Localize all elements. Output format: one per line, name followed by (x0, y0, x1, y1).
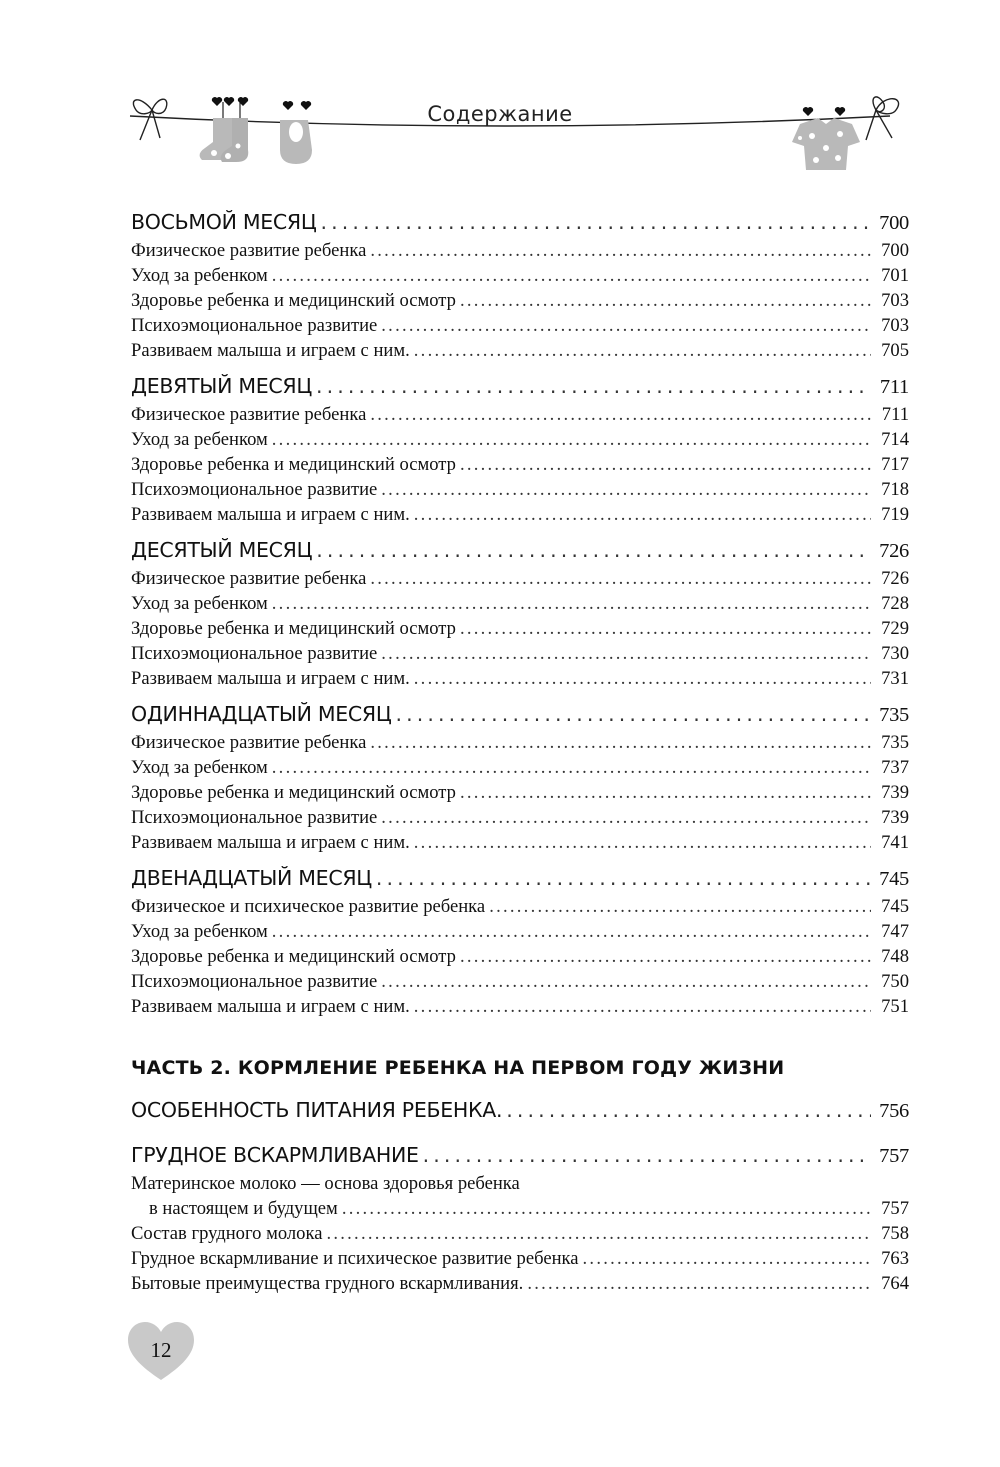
toc-entry[interactable] (131, 1221, 909, 1246)
toc-entry-title: Здоровье ребенка и медицинский осмотр (131, 290, 456, 311)
toc-page-number: 735 (881, 732, 909, 753)
toc-entry-title: Развиваем малыша и играем с ним. (131, 996, 410, 1017)
dot-leader (370, 402, 871, 427)
toc-entry[interactable] (131, 894, 909, 919)
running-header-title: Содержание (427, 102, 573, 126)
dot-leader (489, 894, 871, 919)
toc-heading-title: ДЕВЯТЫЙ МЕСЯЦ (131, 374, 312, 398)
toc-section-breastfeeding (131, 1140, 909, 1296)
dot-leader (527, 1271, 871, 1296)
page-number: 12 (150, 1338, 172, 1362)
toc-entry[interactable] (131, 591, 909, 616)
toc-section-nutrition (131, 1095, 909, 1126)
toc-heading-title: ОДИННАДЦАТЫЙ МЕСЯЦ (131, 702, 392, 726)
part-title: ЧАСТЬ 2. КОРМЛЕНИЕ РЕБЕНКА НА ПЕРВОМ ГОДУ ЖИЗНИ (131, 1057, 785, 1079)
toc-entry-title: Уход за ребенком (131, 921, 268, 942)
toc-heading-title: ВОСЬМОЙ МЕСЯЦ (131, 210, 317, 234)
toc-entry[interactable] (131, 994, 909, 1019)
clothesline-decoration (0, 0, 1000, 190)
toc-page-number: 735 (879, 704, 909, 726)
toc-page-number: 701 (881, 265, 909, 286)
toc-entry[interactable] (131, 502, 909, 527)
dot-leader (381, 477, 871, 502)
dot-leader (423, 1140, 871, 1170)
dot-leader (272, 755, 871, 780)
toc-heading-title: ДЕСЯТЫЙ МЕСЯЦ (131, 538, 313, 562)
toc-entry-title: Развиваем малыша и играем с ним. (131, 340, 410, 361)
toc-heading-title: ОСОБЕННОСТЬ ПИТАНИЯ РЕБЕНКА. (131, 1098, 503, 1122)
toc-page-number: 719 (881, 504, 909, 525)
dot-leader (316, 371, 871, 401)
toc-page-number: 726 (881, 568, 909, 589)
dot-leader (376, 863, 871, 893)
toc-page-number: 705 (881, 340, 909, 361)
toc-page-number: 717 (881, 454, 909, 475)
toc-entry-title: Здоровье ребенка и медицинский осмотр (131, 946, 456, 967)
toc-entry-title: Состав грудного молока (131, 1223, 323, 1244)
page-number-badge (128, 1322, 194, 1382)
toc-entry[interactable] (131, 780, 909, 805)
dot-leader (506, 1095, 871, 1125)
dot-leader (381, 641, 871, 666)
dot-leader (414, 338, 871, 363)
dot-leader (381, 313, 871, 338)
page-header (0, 0, 1000, 190)
toc-page-number: 718 (881, 479, 909, 500)
toc-heading[interactable] (131, 863, 909, 894)
toc-entry-title: Уход за ребенком (131, 429, 268, 450)
toc-entry[interactable] (131, 402, 909, 427)
toc-entry[interactable] (131, 919, 909, 944)
toc-entry[interactable] (131, 755, 909, 780)
toc-page-number: 748 (881, 946, 909, 967)
toc-page-number: 730 (881, 643, 909, 664)
toc-page-number: 757 (879, 1145, 909, 1167)
toc-entry-title-line2: в настоящем и будущем (149, 1198, 338, 1219)
toc-page-number: 763 (881, 1248, 909, 1269)
toc-entry-title: Психоэмоциональное развитие (131, 643, 378, 664)
toc-entry[interactable] (131, 730, 909, 755)
toc-entry[interactable] (131, 616, 909, 641)
toc-section-eleventh-month (131, 699, 909, 855)
toc-entry[interactable] (131, 805, 909, 830)
toc-heading-title: ГРУДНОЕ ВСКАРМЛИВАНИЕ (131, 1143, 419, 1167)
dot-leader (414, 666, 871, 691)
toc-page-number: 739 (881, 807, 909, 828)
dot-leader (583, 1246, 871, 1271)
toc-entry[interactable] (131, 969, 909, 994)
toc-entry-continuation (131, 1196, 909, 1221)
toc-heading[interactable] (131, 535, 909, 566)
toc-entry[interactable] (131, 338, 909, 363)
dot-leader (320, 207, 871, 237)
dot-leader (414, 502, 871, 527)
dot-leader (370, 730, 871, 755)
dot-leader (326, 1221, 871, 1246)
toc-entry-title: Психоэмоциональное развитие (131, 971, 378, 992)
dot-leader (370, 238, 871, 263)
dot-leader (272, 263, 871, 288)
toc-page-number: 700 (881, 240, 909, 261)
toc-entry-title: Уход за ребенком (131, 593, 268, 614)
toc-page-number: 726 (879, 540, 909, 562)
toc-entry[interactable] (131, 944, 909, 969)
dot-leader (395, 699, 871, 729)
dot-leader (381, 969, 871, 994)
toc-entry-title: Уход за ребенком (131, 265, 268, 286)
toc-page-number: 751 (881, 996, 909, 1017)
toc-entry-title: Физическое развитие ребенка (131, 732, 367, 753)
toc-entry-title: Психоэмоциональное развитие (131, 807, 378, 828)
toc-page-number: 731 (881, 668, 909, 689)
toc-entry-title: Психоэмоциональное развитие (131, 315, 378, 336)
toc-heading[interactable] (131, 207, 909, 238)
toc-entry[interactable] (131, 830, 909, 855)
toc-entry-title: Бытовые преимущества грудного вскармливания. (131, 1273, 524, 1294)
toc-entry[interactable] (131, 288, 909, 313)
toc-page-number: 764 (881, 1273, 909, 1294)
toc-entry[interactable] (131, 452, 909, 477)
dot-leader (460, 452, 871, 477)
toc-entry-title: Развиваем малыша и играем с ним. (131, 668, 410, 689)
toc-entry-title: Грудное вскармливание и психическое развитие ребенка (131, 1248, 579, 1269)
toc-page-number: 711 (881, 404, 909, 425)
table-of-contents (131, 203, 909, 1296)
dot-leader (381, 805, 871, 830)
toc-entry[interactable] (131, 263, 909, 288)
toc-entry-multiline[interactable] (131, 1171, 909, 1221)
toc-entry[interactable] (131, 666, 909, 691)
toc-heading[interactable] (131, 1140, 909, 1171)
toc-page-number: 750 (881, 971, 909, 992)
toc-heading[interactable] (131, 699, 909, 730)
toc-section-tenth-month (131, 535, 909, 691)
toc-page-number: 756 (879, 1100, 909, 1122)
dot-leader (272, 919, 871, 944)
toc-heading[interactable] (131, 371, 909, 402)
toc-heading-title: ДВЕНАДЦАТЫЙ МЕСЯЦ (131, 866, 372, 890)
toc-page-number: 714 (881, 429, 909, 450)
toc-page-number: 711 (879, 376, 909, 398)
toc-page-number: 747 (881, 921, 909, 942)
toc-entry-title: Здоровье ребенка и медицинский осмотр (131, 618, 456, 639)
dot-leader (272, 427, 871, 452)
toc-page-number: 739 (881, 782, 909, 803)
toc-entry[interactable] (131, 566, 909, 591)
dot-leader (272, 591, 871, 616)
toc-entry[interactable] (131, 427, 909, 452)
toc-heading[interactable] (131, 1095, 909, 1126)
toc-entry[interactable] (131, 641, 909, 666)
toc-entry-title: Развиваем малыша и играем с ним. (131, 832, 410, 853)
dot-leader (460, 616, 871, 641)
dot-leader (460, 944, 871, 969)
toc-entry[interactable] (131, 238, 909, 263)
toc-page-number: 700 (879, 212, 909, 234)
toc-section-ninth-month (131, 371, 909, 527)
toc-entry[interactable] (131, 313, 909, 338)
toc-page-number: 703 (881, 315, 909, 336)
toc-page-number: 729 (881, 618, 909, 639)
dot-leader (460, 288, 871, 313)
toc-page-number: 757 (881, 1198, 909, 1219)
toc-entry[interactable] (131, 1271, 909, 1296)
dot-leader (414, 830, 871, 855)
toc-page-number: 745 (879, 868, 909, 890)
toc-entry-title: Здоровье ребенка и медицинский осмотр (131, 454, 456, 475)
toc-section-eighth-month (131, 207, 909, 363)
dot-leader (316, 535, 871, 565)
toc-page-number: 745 (881, 896, 909, 917)
dot-leader (460, 780, 871, 805)
toc-entry[interactable] (131, 477, 909, 502)
toc-entry-title: Здоровье ребенка и медицинский осмотр (131, 782, 456, 803)
toc-page-number: 741 (881, 832, 909, 853)
toc-entry-title: Уход за ребенком (131, 757, 268, 778)
dot-leader (414, 994, 871, 1019)
toc-page-number: 728 (881, 593, 909, 614)
toc-entry-title: Физическое развитие ребенка (131, 404, 367, 425)
dot-leader (370, 566, 871, 591)
toc-section-twelfth-month (131, 863, 909, 1019)
toc-page-number: 737 (881, 757, 909, 778)
toc-entry-title: Физическое и психическое развитие ребенка (131, 896, 486, 917)
toc-entry-title: Развиваем малыша и играем с ним. (131, 504, 410, 525)
toc-page-number: 703 (881, 290, 909, 311)
toc-page-number: 758 (881, 1223, 909, 1244)
toc-entry-title-line1: Материнское молоко — основа здоровья ребенка (131, 1173, 520, 1194)
toc-entry[interactable] (131, 1246, 909, 1271)
dot-leader (342, 1196, 871, 1221)
toc-entry-title: Психоэмоциональное развитие (131, 479, 378, 500)
toc-entry-title: Физическое развитие ребенка (131, 240, 367, 261)
toc-entry-title: Физическое развитие ребенка (131, 568, 367, 589)
